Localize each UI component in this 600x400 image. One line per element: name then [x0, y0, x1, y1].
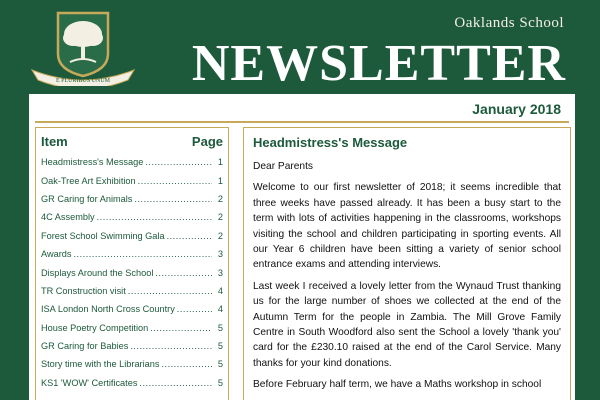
- toc-item-title: House Poetry Competition: [41, 322, 149, 333]
- oak-tree-crest-icon: [28, 10, 138, 86]
- article-paragraph: Before February half term, we have a Maths workshop in school: [253, 379, 542, 391]
- toc-heading-page: Page: [191, 134, 223, 149]
- toc-leader: [177, 304, 212, 314]
- toc-leader: [130, 341, 212, 351]
- toc-leader: [128, 286, 212, 296]
- toc-item-page: 5: [217, 359, 223, 370]
- newsletter-page: [29, 94, 575, 400]
- toc-item-title: TR Construction visit: [41, 285, 126, 296]
- toc-item-page: 1: [217, 175, 223, 186]
- table-of-contents: [35, 127, 229, 400]
- article-paragraph: Welcome to our first newsletter of 2018; it seems incredible that three weeks have passed already. It has been a busy start to the term with lots of activities happening in the classrooms, workshops visiting the school and children participating in sporting events. All our Year 6 children have been sitting a variety of senior school entrance exams and attending interviews.: [253, 182, 561, 271]
- toc-item[interactable]: [41, 337, 223, 355]
- toc-item-page: 5: [217, 341, 223, 352]
- crest-motto: E PLURIBUS UNUM: [55, 78, 111, 84]
- gold-divider: [35, 121, 569, 123]
- toc-item-page: 5: [217, 377, 223, 388]
- toc-leader: [73, 249, 212, 259]
- toc-item-title: Awards: [41, 249, 72, 260]
- issue-date: January 2018: [472, 101, 561, 117]
- toc-item-title: 4C Assembly: [41, 212, 95, 223]
- toc-leader: [145, 157, 212, 167]
- toc-item-title: GR Caring for Babies: [41, 341, 129, 352]
- toc-item[interactable]: [41, 245, 223, 263]
- toc-item-page: 2: [217, 193, 223, 204]
- toc-item-page: 3: [217, 267, 223, 278]
- toc-leader: [97, 212, 212, 222]
- toc-item-title: Story time with the Librarians: [41, 359, 160, 370]
- toc-item-title: Forest School Swimming Gala: [41, 230, 165, 241]
- toc-item[interactable]: [41, 153, 223, 171]
- toc-leader: [138, 176, 212, 186]
- toc-item-title: ISA London North Cross Country: [41, 304, 175, 315]
- toc-heading-item: Item: [41, 134, 68, 149]
- headmistress-message-article: [243, 127, 571, 400]
- toc-item[interactable]: [41, 374, 223, 392]
- toc-item[interactable]: [41, 263, 223, 281]
- toc-leader: [155, 268, 212, 278]
- school-name: Oaklands School: [454, 15, 564, 31]
- toc-item[interactable]: [41, 190, 223, 208]
- toc-leader: [139, 378, 212, 388]
- toc-item[interactable]: [41, 300, 223, 318]
- toc-item[interactable]: [41, 227, 223, 245]
- newsletter-masthead: NEWSLETTER: [191, 35, 566, 92]
- toc-leader: [167, 231, 212, 241]
- toc-item[interactable]: [41, 355, 223, 373]
- toc-item-title: KS1 'WOW' Certificates: [41, 377, 138, 388]
- toc-leader: [150, 323, 212, 333]
- toc-item-title: Headmistress's Message: [41, 157, 144, 168]
- toc-header: [41, 134, 223, 149]
- toc-item-page: 4: [217, 285, 223, 296]
- toc-item[interactable]: [41, 319, 223, 337]
- toc-leader: [134, 194, 212, 204]
- toc-item[interactable]: [41, 282, 223, 300]
- toc-item-page: 1: [217, 157, 223, 168]
- toc-item-page: 2: [217, 230, 223, 241]
- toc-item-page: 3: [217, 249, 223, 260]
- article-greeting: Dear Parents: [253, 161, 314, 172]
- article-title: Headmistress's Message: [253, 135, 408, 150]
- toc-item-page: 5: [217, 322, 223, 333]
- toc-item-title: GR Caring for Animals: [41, 193, 133, 204]
- toc-item-title: Oak-Tree Art Exhibition: [41, 175, 136, 186]
- toc-item-page: 4: [217, 304, 223, 315]
- toc-item-page: 2: [217, 212, 223, 223]
- toc-leader: [161, 359, 212, 369]
- toc-item-title: Displays Around the School: [41, 267, 154, 278]
- toc-item[interactable]: [41, 171, 223, 189]
- toc-item[interactable]: [41, 208, 223, 226]
- article-paragraph: Last week I received a lovely letter from the Wynaud Trust thanking us for the large number of shoes we collected at the end of the Autumn Term for the people in Zambia. The Mill Grove Family Centre in South Woodford also sent the School a lovely 'thank you' card for the £230.10 raised at the end of the Carol Service. Many thanks for your kind donations.: [253, 280, 561, 369]
